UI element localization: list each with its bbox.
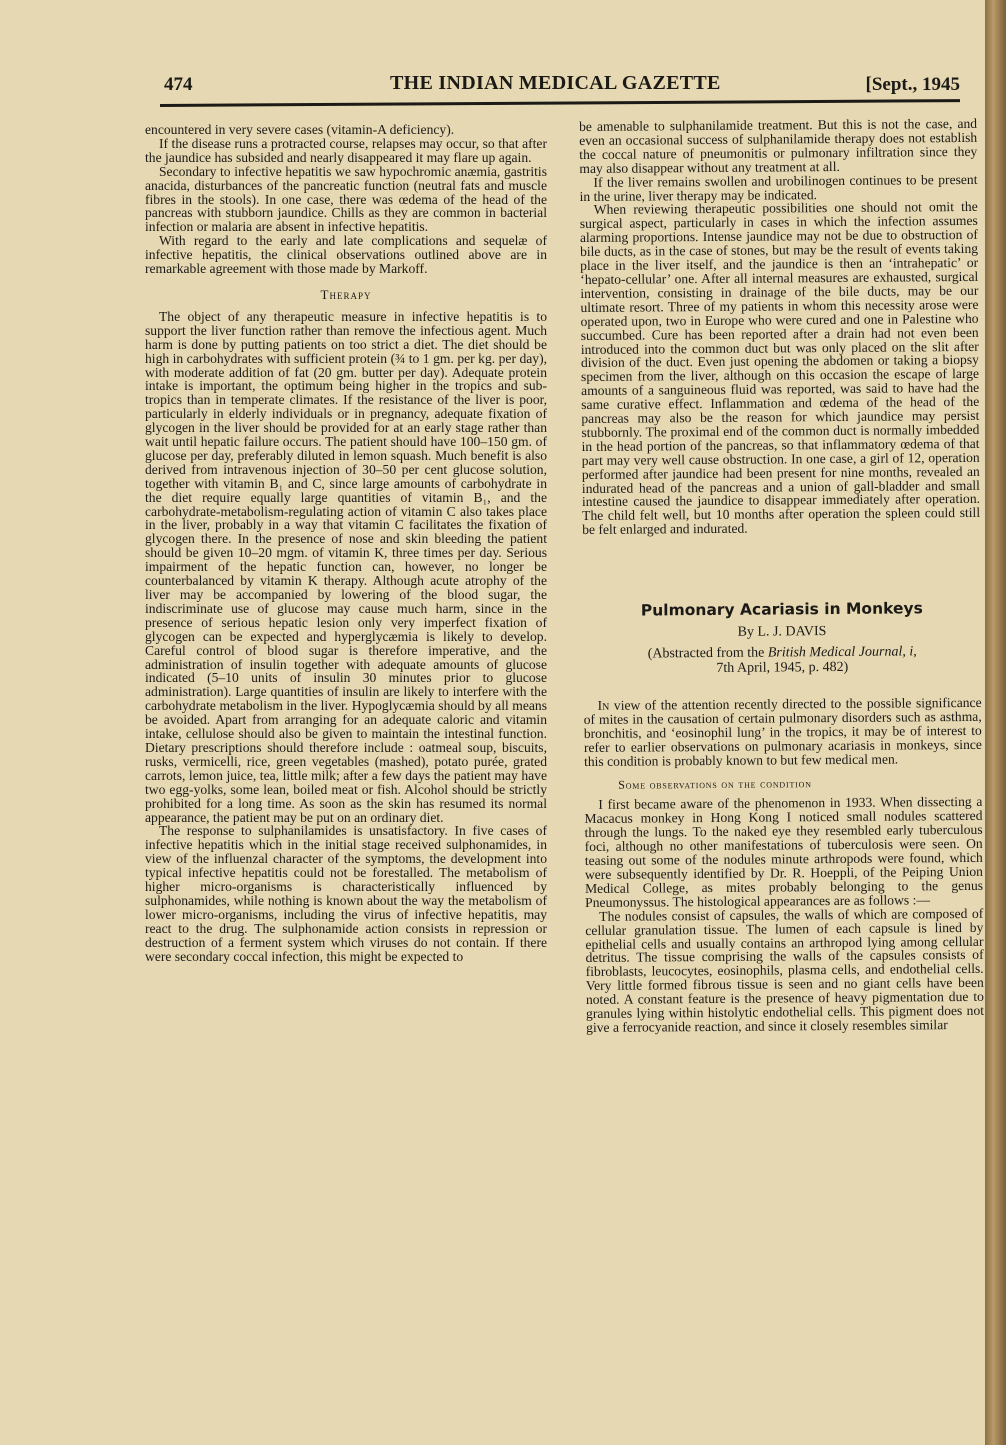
issue-date: [Sept., 1945 [865,74,960,95]
paragraph: The response to sulphanilamides is unsatisfactory. In five cases of infective hepatitis which in the initial stage received sulphonamides, in view of the influenzal character of the symptoms, the development into typical infective hepatitis could not be forestalled. The metabolism of higher micro-organisms is characteristically influenced by sulphonamides, while nothing is known about the way the metabolism of lower micro-organisms, including the virus of infective hepatitis, may react to the drug. The sulphonamide action consists in repression or destruction of a ferment system which viruses do not contain. If there were secondary coccal infection, this might be expected to [145,823,547,964]
lead-word: In [597,697,610,713]
section-heading-therapy: Therapy [320,286,372,302]
paragraph: The nodules consist of capsules, the walls of which are composed of cellular granulation tissue. The lumen of each capsule is lined by epithelial cells and usually contains an arthropod lying among cellular detritus. The tissue comprising the walls of the capsules consists of fibroblasts, leucocytes, eosinophils, plasma cells, and endothelial cells. Very little formed fibrous tissue is seen and no giant cells have been noted. A constant feature is the presence of heavy pigmentation due to granules lying within histolytic endothelial cells. This pigment does not give a ferrocyanide reaction, and since it closely resembles similar [585,905,985,1035]
article-title: Pulmonary Acariasis in Monkeys [640,599,923,620]
source-journal: British Medical Journal, i, [767,644,917,661]
paragraph: With regard to the early and late complications and sequelæ of infective hepatitis, the clinical observations outlined above are in remarkable agreement with those made by Markoff. [145,233,547,277]
right-column [579,117,984,1035]
paragraph: If the disease runs a protracted course, relapses may occur, so that after the jaundice has subsided and nearly disappeared it may flare up again. [145,135,547,165]
paragraph: encountered in very severe cases (vitamin-A deficiency). [145,122,455,137]
paragraph: If the liver remains swollen and urobilinogen continues to be present in the urine, liver therapy may be indicated. [579,171,978,204]
paragraph: I first became aware of the phenomenon in 1933. When dissecting a Macacus monkey in Hong Kong I noticed small nodules scattered through the lungs. To the naked eye they resembled early tuberculous foci, although no other manifestations of tuberculosis were seen. On teasing out some of the nodules minute arthropods were found, which were subsequently identified by Dr. R. Hoeppli, of the Peiping Union Medical College, as mites probably belonging to the genus Pneumonyssus. The histological appearances are as follows :— [584,794,984,910]
paragraph-text: view of the attention recently directed to the possible significance of mites in the causation of certain pulmonary disorders such as asthma, bronchitis, and ‘eosinophil lung’ in the tropics, it may be of interest to refer to earlier observations on pulmonary acariasis in monkeys, since this condition is probably known to but few medical men. [583,694,982,769]
paragraph: The object of any therapeutic measure in infective hepatitis is to support the liver function rather than remove the infectious agent. Much harm is done by putting patients on too strict a diet. The diet should be high in carbohydrates with sufficient protein (¾ to 1 gm. per kg. per day), with moderate addition of fat (20 gm. butter per day). Adequate protein intake is important, the optimum being higher in the tropics and sub-tropics than in temperate climates. If the resistance of the liver is poor, particularly in elderly individuals or in pregnancy, adequate fixation of glycogen in the liver should be provided for at an early stage rather than wait until hepatic failure occurs. The patient should have 100–150 gm. of glucose per day, preferably diluted in lemon squash. Much benefit is also derived from intravenous injection of 30–50 per cent glucose solution, together with vitamin B₁ and C, since large amounts of carbohydrate in the diet require equally large quantities of vitamin B₁, and the carbohydrate-metabolism-regulating action of vitamin C also takes place in the liver, probably in a way that vitamin C facilitates the fixation of glycogen there. In the presence of nose and skin bleeding the patient should be given 10–20 mgm. of vitamin K, three times per day. Serious impairment of the hepatic function can, however, no longer be counterbalanced by vitamin K therapy. Although acute atrophy of the liver may be accompanied by lowering of the blood sugar, the indiscriminate use of glucose may cause much harm, since in the presence of serious hepatic lesion only very imperfect fixation of glycogen can be expected and hyperglycæmia is likely to develop. Careful control of blood sugar is therefore imperative, and the administration of insulin together with adequate amounts of glucose indicated (5–10 units of insulin 30 minutes prior to glucose administration). Large quantities of insulin are likely to interfere with the carbohydrate metabolism in the liver. Hypoglycæmia should by all means be avoided. Apart from arranging for an adequate caloric and vitamin intake, cellulose should also be given to maintain the intestinal function. Dietary prescriptions should therefore include : oatmeal soup, biscuits, rusks, vermicelli, rice, green vegetables (mashed), potato purée, grated carrots, lemon juice, tea, little milk; after a few days the patient may have two egg-yolks, some lean, boiled meat or fish. Alcohol should be strictly prohibited for a long time. As soon as the skin has resumed its normal appearance, the patient may be put on an ordinary diet. [145,308,547,825]
paragraph [584,696,983,769]
source-prefix: (Abstracted from the [647,645,768,662]
source-suffix: 7th April, 1945, p. 482) [716,659,849,676]
header-rule [160,99,960,107]
article-source [583,644,981,677]
paragraph: Secondary to infective hepatitis we saw hypochromic anæmia, gastritis anacida, disturbances of the pancreatic function (neutral fats and muscle fibres in the stools). In one case, there was œdema of the head of the pancreas with stubborn jaundice. Chills as they are common in bacterial infection or malaria are absent in infective hepatitis. [145,163,547,235]
article-byline: By L. J. DAVIS [737,624,827,640]
page-header [150,72,960,98]
page-number: 474 [164,74,193,95]
paragraph: When reviewing therapeutic possibilities one should not omit the surgical aspect, particularly in cases in which the infection assumes alarming proportions. Intense jaundice may not be due to obstruction of bile ducts, as in the case of stones, but may be the result of events taking place in the liver itself, and the jaundice is then an ‘intrahepatic’ or ‘hepato-cellular’ one. After all internal measures are exhausted, surgical intervention, consisting in drainage of the bile ducts, may be our ultimate resort. Three of my patients in whom this necessity arose were operated upon, two in Europe who were cured and one in Palestine who succumbed. Cure has been reported after a drain had not even been introduced into the common duct but was only placed on the slit after division of the duct. Even just opening the abdomen or taking a biopsy specimen from the liver, although on this occasion the escape of large amounts of a sanguineous fluid was reported, was said to have had the same curative effect. Inflammation and œdema of the head of the pancreas may also be the reason for which jaundice may persist stubbornly. The proximal end of the common duct is normally imbedded in the head portion of the pancreas, so that inflammatory œdema of that part may very well cause obstruction. In one case, a girl of 12, operation performed after jaundice had been present for nine months, revealed an indurated head of the pancreas and a union of gall-bladder and small intestine caused the jaundice to disappear immediately after operation. The child felt well, but 10 months after operation the spleen could still be felt enlarged and indurated. [579,199,981,538]
page-binding-edge [985,0,1006,1445]
journal-title: THE INDIAN MEDICAL GAZETTE [390,72,721,94]
paragraph: be amenable to sulphanilamide treatment. But this is not the case, and even an occasional success of sulphanilamide therapy does not establish the coccal nature of pneumonitis or pulmonary infiltration since they may also disappear without any treatment at all. [578,115,978,176]
left-column [145,123,547,963]
subheading-observations: Some observations on the condition [618,775,812,792]
